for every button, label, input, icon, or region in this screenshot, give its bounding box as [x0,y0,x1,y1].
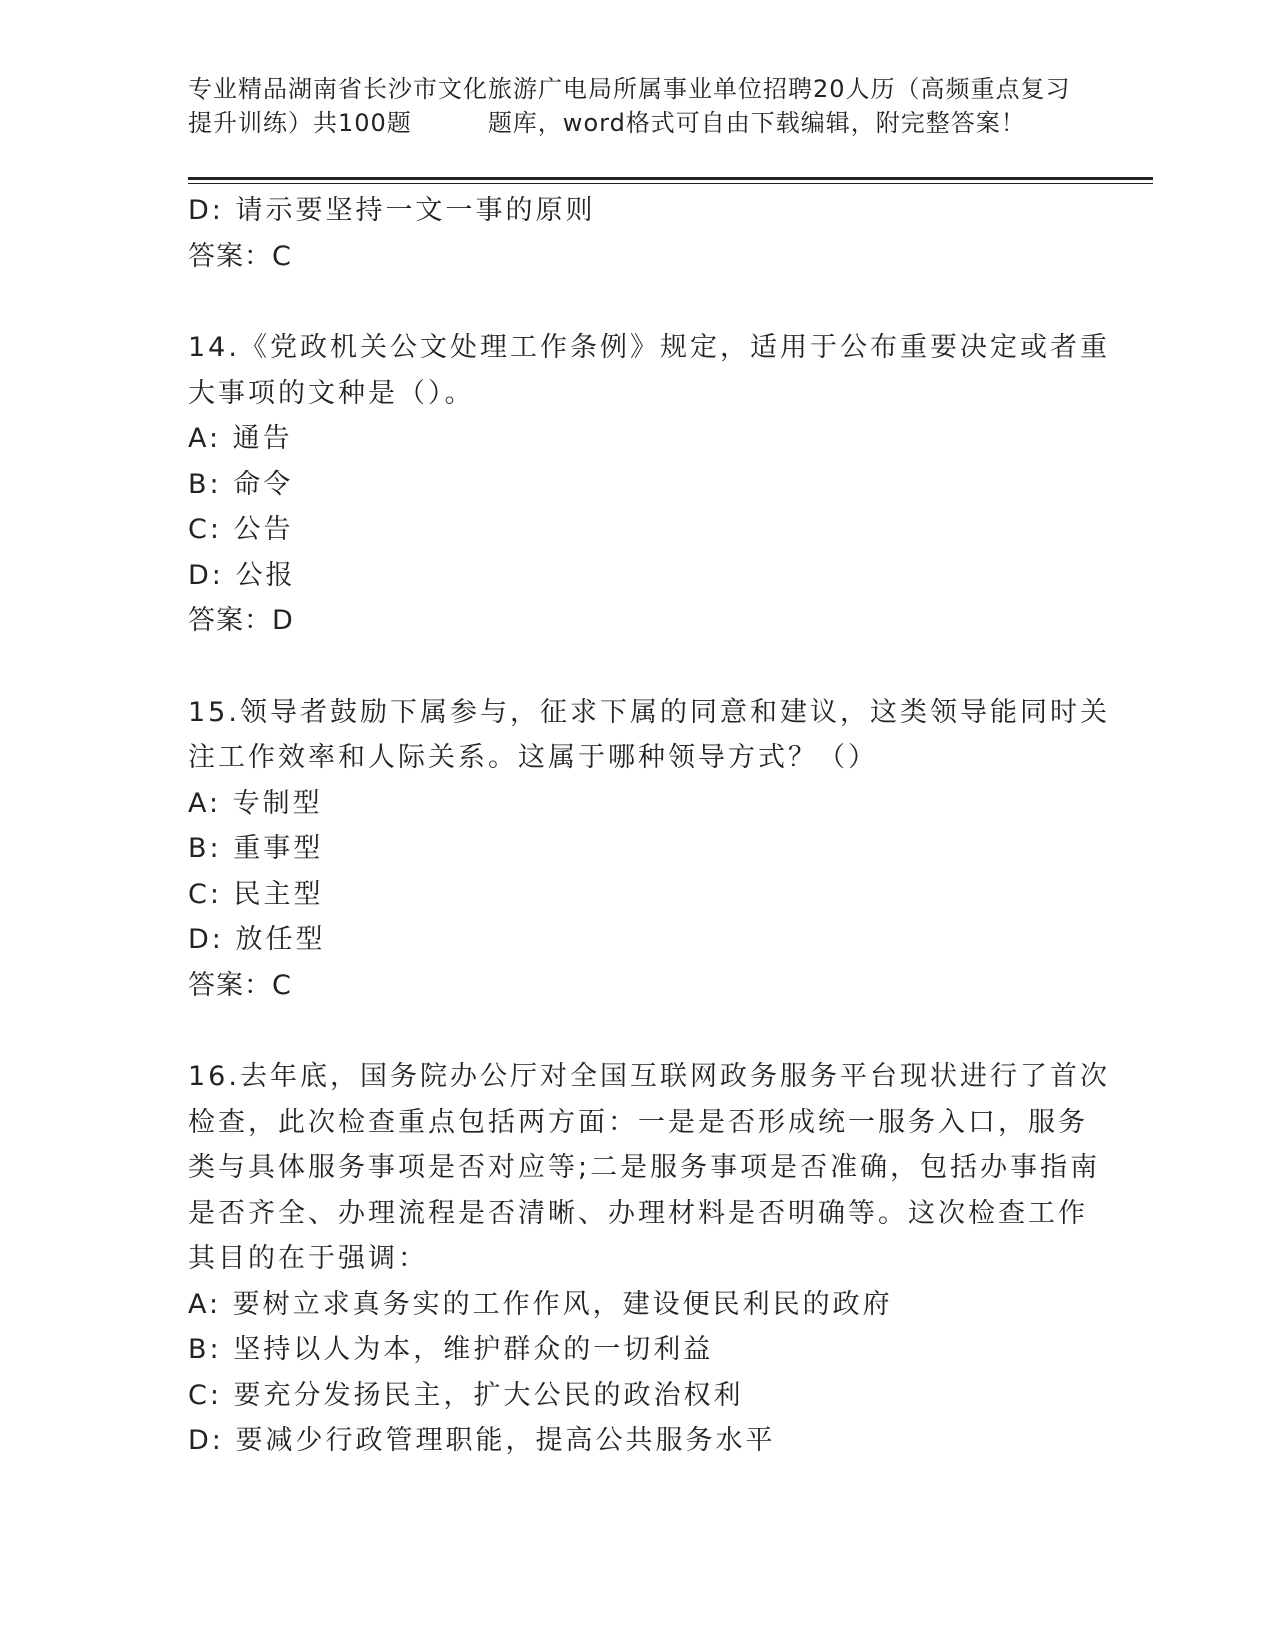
question-text-line: 类与具体服务事项是否对应等;二是服务事项是否准确，包括办事指南 [188,1152,1101,1183]
answer-label: 答案：C [188,240,292,272]
question-text-line: 注工作效率和人际关系。这属于哪种领导方式？（） [188,742,878,773]
question-text-line: 14.《党政机关公文处理工作条例》规定，适用于公布重要决定或者重 [188,332,1110,363]
option-b: B: 命令 [188,468,294,500]
block-spacer [188,279,1088,325]
question-block-14 [188,325,1110,644]
question-list [188,188,1110,1464]
question-text-line: 15.领导者鼓励下属参与，征求下属的同意和建议，这类领导能同时关 [188,696,1110,728]
option-c: C: 公告 [188,514,294,545]
question-text-line: 是否齐全、办理流程是否清晰、办理材料是否明确等。这次检查工作 [188,1197,1088,1229]
header-title-right: 题库，word格式可自由下载编辑，附完整答案！ [487,109,1026,137]
option-c: C: 要充分发扬民主，扩大公民的政治权利 [188,1379,744,1411]
option-c: C: 民主型 [188,878,324,910]
option-d: D: 要减少行政管理职能，提高公共服务水平 [188,1425,776,1456]
question-text-line: 检查，此次检查重点包括两方面：一是是否形成统一服务入口，服务 [188,1106,1088,1138]
option-b: B: 重事型 [188,833,324,864]
question-block-16 [188,1054,1110,1464]
option-a: A: 通告 [188,423,293,454]
question-block-15 [188,690,1110,1009]
option-d: D: 放任型 [188,924,326,955]
question-text-line: 大事项的文种是（）。 [188,377,475,409]
block-spacer [188,644,1088,690]
option-a: A: 专制型 [188,787,323,819]
question-block-13 [188,188,1088,279]
option-d: D: 公报 [188,559,296,591]
option-a: A: 要树立求真务实的工作作风，建设便民利民的政府 [188,1288,893,1320]
answer-label: 答案：C [188,969,292,1001]
header-title-line-1: 专业精品湖南省长沙市文化旅游广电局所属事业单位招聘20人历（高频重点复习 [188,75,1071,103]
header-divider-thin [188,183,1153,184]
question-text-line: 16.去年底，国务院办公厅对全国互联网政务服务平台现状进行了首次 [188,1061,1110,1092]
question-text-line: 其目的在于强调： [188,1243,428,1274]
page-header [188,72,1088,140]
option-d: D: 请示要坚持一文一事的原则 [188,195,596,226]
header-title-left: 提升训练）共100题 [188,109,412,137]
answer-label: 答案：D [188,605,294,636]
header-title-line-2 [188,106,1088,140]
block-spacer [188,1008,1088,1054]
option-b: B: 坚持以人为本，维护群众的一切利益 [188,1334,714,1365]
header-divider-thick [188,177,1153,180]
